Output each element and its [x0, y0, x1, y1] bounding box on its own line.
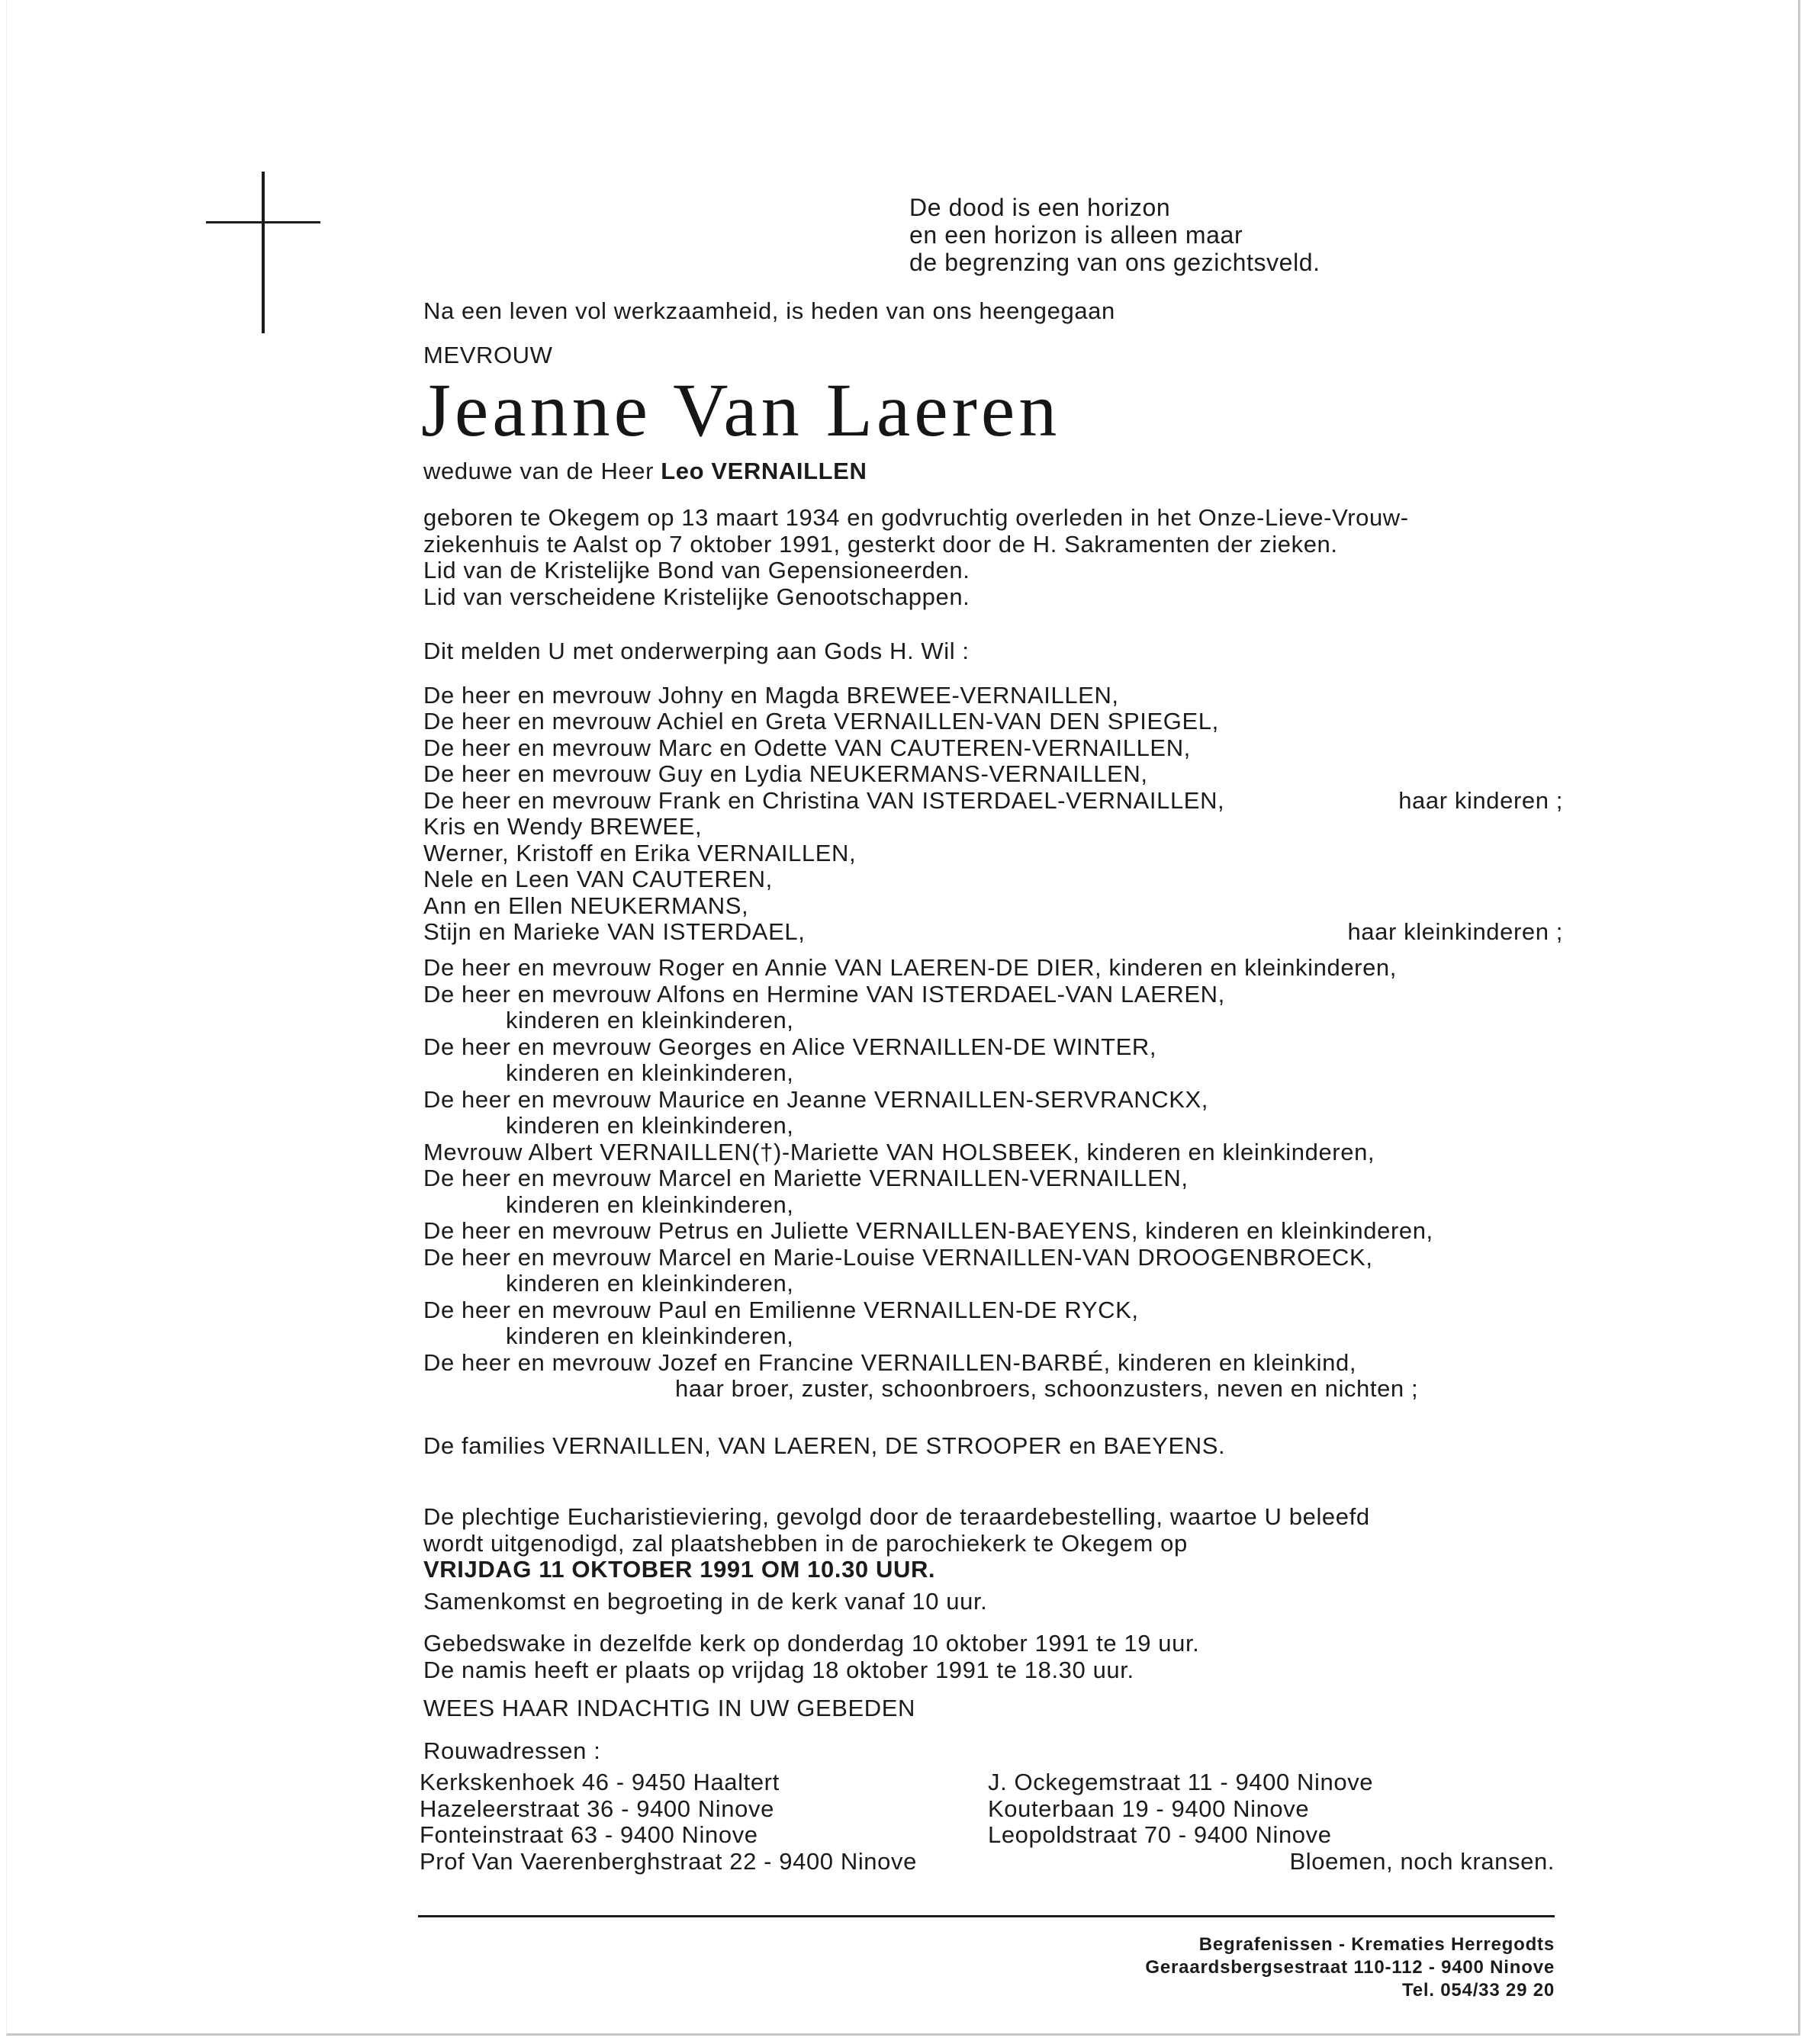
- details-line: ziekenhuis te Aalst op 7 oktober 1991, gesterkt door de H. Sakramenten der zieken.: [423, 530, 1338, 558]
- list-item: De heer en mevrouw Marcel en Mariette VERNAILLEN-VERNAILLEN,: [423, 1165, 1189, 1191]
- families-line: De families VERNAILLEN, VAN LAEREN, DE STROOPER en BAEYENS.: [423, 1432, 1226, 1459]
- list-item: haar broer, zuster, schoonbroers, schoonzusters, neven en nichten ;: [675, 1375, 1419, 1402]
- details-line: Lid van verscheidene Kristelijke Genootschappen.: [423, 583, 970, 610]
- list-item: Kris en Wendy BREWEE,: [423, 813, 703, 840]
- list-item: De heer en mevrouw Maurice en Jeanne VERNAILLEN-SERVRANCKX,: [423, 1085, 1208, 1113]
- address: Hazeleerstraat 36 - 9400 Ninove: [420, 1795, 774, 1822]
- addresses-left: [420, 1769, 917, 1875]
- ceremony-date: VRIJDAG 11 OKTOBER 1991 OM 10.30 UUR.: [423, 1556, 936, 1583]
- widow-prefix: weduwe van de Heer: [423, 458, 655, 484]
- list-item: kinderen en kleinkinderen,: [506, 1270, 794, 1297]
- ceremony-line: wordt uitgenodigd, zal plaatshebben in de parochiekerk te Okegem op: [423, 1529, 1188, 1557]
- undertaker-line: Geraardsbergsestraat 110-112 - 9400 Ninove: [1145, 1957, 1555, 1978]
- list-item: De heer en mevrouw Paul en Emilienne VERNAILLEN-DE RYCK,: [423, 1296, 1139, 1323]
- remembrance-line: WEES HAAR INDACHTIG IN UW GEBEDEN: [423, 1695, 916, 1721]
- undertaker-line: Tel. 054/33 29 20: [1402, 1980, 1555, 2001]
- list-item: De heer en mevrouw Achiel en Greta VERNAILLEN-VAN DEN SPIEGEL,: [423, 708, 1219, 734]
- grandchildren-list: [423, 814, 1563, 946]
- address: J. Ockegemstraat 11 - 9400 Ninove: [988, 1769, 1374, 1795]
- list-item: [423, 788, 1563, 815]
- gathering-line: Samenkomst en begroeting in de kerk vanaf 10 uur.: [423, 1588, 988, 1615]
- list-item-text: De heer en mevrouw Frank en Christina VAN ISTERDAEL-VERNAILLEN,: [423, 786, 1225, 814]
- list-item: De heer en mevrouw Guy en Lydia NEUKERMANS-VERNAILLEN,: [423, 760, 1148, 787]
- address: Leopoldstraat 70 - 9400 Ninove: [988, 1821, 1332, 1848]
- announce-line: Dit melden U met onderwerping aan Gods H. Wil :: [423, 638, 970, 664]
- list-item: Werner, Kristoff en Erika VERNAILLEN,: [423, 839, 857, 866]
- flowers-note: Bloemen, noch kransen.: [1289, 1848, 1555, 1875]
- addresses-right: [988, 1769, 1373, 1849]
- list-item: Mevrouw Albert VERNAILLEN(†)-Mariette VAN HOLSBEEK, kinderen en kleinkinderen,: [423, 1138, 1375, 1165]
- list-item: Ann en Ellen NEUKERMANS,: [423, 892, 749, 919]
- list-item: De heer en mevrouw Marc en Odette VAN CAUTEREN-VERNAILLEN,: [423, 734, 1191, 761]
- list-item: De heer en mevrouw Marcel en Marie-Louise VERNAILLEN-VAN DROOGENBROECK,: [423, 1243, 1373, 1271]
- list-item: De heer en mevrouw Georges en Alice VERNAILLEN-DE WINTER,: [423, 1033, 1157, 1060]
- list-item: Nele en Leen VAN CAUTEREN,: [423, 866, 773, 892]
- spouse-name: Leo VERNAILLEN: [661, 458, 867, 484]
- wake-info: [423, 1631, 1199, 1683]
- widow-line: [423, 458, 867, 485]
- extended-family-list: [423, 955, 1563, 1403]
- addresses-label: Rouwadressen :: [423, 1737, 601, 1764]
- address: Prof Van Vaerenberghstraat 22 - 9400 Ninove: [420, 1847, 917, 1875]
- list-item: De heer en mevrouw Petrus en Juliette VERNAILLEN-BAEYENS, kinderen en kleinkinderen,: [423, 1217, 1433, 1244]
- intro-text: Na een leven vol werkzaamheid, is heden van ons heengegaan: [423, 297, 1115, 324]
- details-line: Lid van de Kristelijke Bond van Gepensioneerden.: [423, 557, 970, 583]
- list-item-text: Stijn en Marieke VAN ISTERDAEL,: [423, 918, 806, 945]
- list-item: [423, 919, 1563, 946]
- list-item: kinderen en kleinkinderen,: [506, 1007, 794, 1033]
- poem: [909, 194, 1320, 276]
- poem-line: De dood is een horizon: [909, 194, 1171, 221]
- children-list: [423, 638, 1563, 814]
- list-item: kinderen en kleinkinderen,: [506, 1322, 794, 1349]
- deceased-name: Jeanne Van Laeren: [421, 368, 1061, 452]
- list-item: kinderen en kleinkinderen,: [506, 1112, 794, 1139]
- undertaker-line: Begrafenissen - Krematies Herregodts: [1198, 1934, 1555, 1955]
- list-item: De heer en mevrouw Roger en Annie VAN LAEREN-DE DIER, kinderen en kleinkinderen,: [423, 954, 1397, 981]
- divider: [418, 1915, 1555, 1917]
- address: Kouterbaan 19 - 9400 Ninove: [988, 1795, 1310, 1822]
- details-line: geboren te Okegem op 13 maart 1934 en godvruchtig overleden in het Onze-Lieve-Vrouw-: [423, 504, 1409, 531]
- wake-line: Gebedswake in dezelfde kerk op donderdag 10 oktober 1991 te 19 uur.: [423, 1630, 1200, 1657]
- list-item: De heer en mevrouw Alfons en Hermine VAN ISTERDAEL-VAN LAEREN,: [423, 980, 1225, 1008]
- list-item: kinderen en kleinkinderen,: [506, 1059, 794, 1086]
- address: Kerkskenhoek 46 - 9450 Haaltert: [420, 1769, 780, 1795]
- wake-line: De namis heeft er plaats op vrijdag 18 oktober 1991 te 18.30 uur.: [423, 1656, 1134, 1683]
- honorific: MEVROUW: [423, 342, 553, 368]
- list-item: De heer en mevrouw Jozef en Francine VERNAILLEN-BARBÉ, kinderen en kleinkind,: [423, 1348, 1357, 1376]
- grandchildren-label: haar kleinkinderen ;: [1347, 918, 1563, 945]
- address: Fonteinstraat 63 - 9400 Ninove: [420, 1821, 758, 1848]
- ceremony-line: De plechtige Eucharistieviering, gevolgd door de teraardebestelling, waartoe U beleefd: [423, 1503, 1370, 1530]
- list-item: De heer en mevrouw Johny en Magda BREWEE-VERNAILLEN,: [423, 681, 1119, 709]
- ceremony-info: [423, 1504, 1563, 1583]
- poem-line: de begrenzing van ons gezichtsveld.: [909, 249, 1320, 276]
- birth-death-details: [423, 505, 1563, 610]
- list-item: kinderen en kleinkinderen,: [506, 1191, 794, 1218]
- poem-line: en een horizon is alleen maar: [909, 221, 1243, 249]
- undertaker-info: [1145, 1933, 1555, 2002]
- children-label: haar kinderen ;: [1398, 786, 1563, 814]
